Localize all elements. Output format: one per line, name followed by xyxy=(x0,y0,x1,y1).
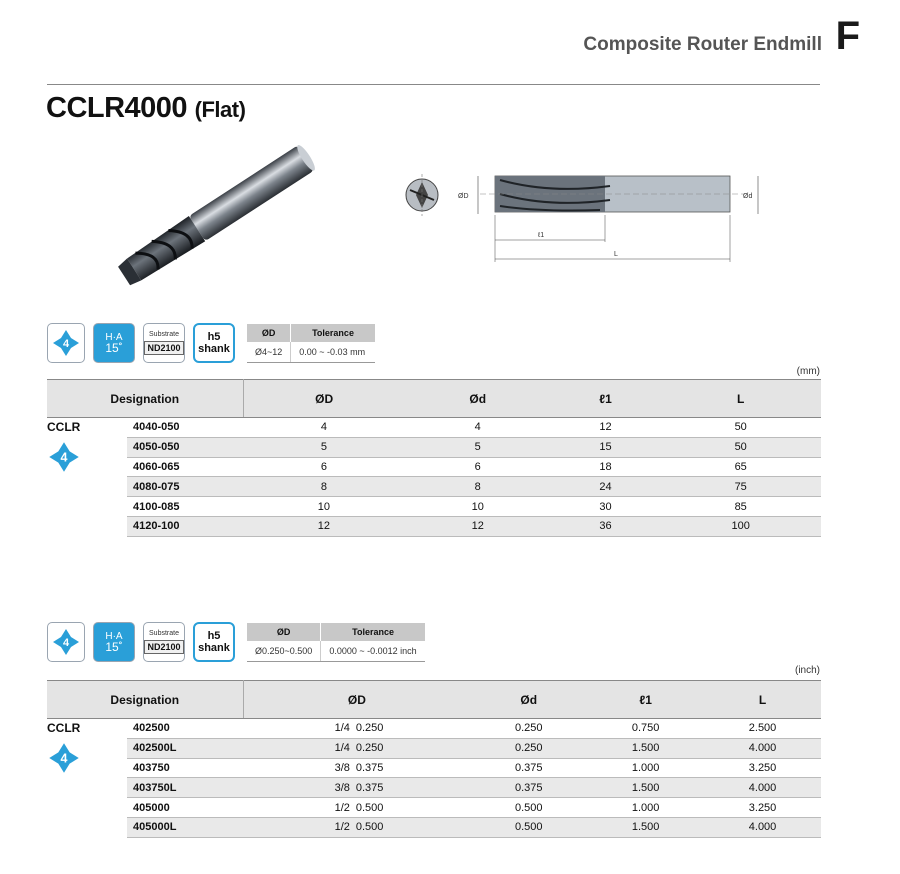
table-row: 405000 1/2 0.500 0.500 1.000 3.250 xyxy=(47,798,821,818)
col-l1: ℓ1 xyxy=(551,380,661,418)
table-row: 405000L 1/2 0.500 0.500 1.500 4.000 xyxy=(47,817,821,837)
product-title xyxy=(46,92,245,125)
product-name: CCLR4000 xyxy=(46,92,188,124)
col-d: Ød xyxy=(470,681,587,719)
header-divider xyxy=(47,84,820,85)
metric-spec-row xyxy=(47,323,375,363)
four-flute-icon xyxy=(47,741,81,775)
helix-angle-icon: H·A 15˚ xyxy=(93,622,135,662)
substrate-icon: Substrate ND2100 xyxy=(143,622,185,662)
tool-photo xyxy=(98,140,338,290)
table-row: CCLR 4 4040-050 4 4 12 50 xyxy=(47,418,821,438)
table-row: 403750 3/8 0.375 0.375 1.000 3.250 xyxy=(47,758,821,778)
svg-text:4: 4 xyxy=(62,637,70,649)
drawing-label-d: Ød xyxy=(743,193,753,200)
table-row: 4100-085 10 10 30 85 xyxy=(47,497,821,517)
col-d: Ød xyxy=(405,380,551,418)
col-D: ØD xyxy=(243,380,405,418)
shank-h5-icon: h5 shank xyxy=(193,622,235,662)
drawing-label-L: L xyxy=(614,251,618,258)
four-flute-icon xyxy=(47,622,85,662)
table-row: 402500L 1/4 0.250 0.250 1.500 4.000 xyxy=(47,738,821,758)
drawing-label-D: ØD xyxy=(458,193,469,200)
col-D: ØD xyxy=(243,681,470,719)
shank-h5-icon: h5 shank xyxy=(193,323,235,363)
table-row: 4120-100 12 12 36 100 xyxy=(47,516,821,536)
svg-text:4: 4 xyxy=(62,338,70,350)
four-flute-icon xyxy=(47,323,85,363)
col-l1: ℓ1 xyxy=(587,681,704,719)
col-L: L xyxy=(704,681,821,719)
svg-text:4: 4 xyxy=(60,450,68,465)
series-label: CCLR xyxy=(47,420,81,434)
drawing-label-l1: ℓ1 xyxy=(538,232,545,239)
helix-angle-icon: H·A 15˚ xyxy=(93,323,135,363)
svg-text:4: 4 xyxy=(60,751,68,766)
series-label: CCLR xyxy=(47,721,81,735)
table-row: 4060-065 6 6 18 65 xyxy=(47,457,821,477)
category-title: Composite Router Endmill xyxy=(583,34,822,55)
four-flute-icon xyxy=(47,440,81,474)
inch-unit: (inch) xyxy=(794,665,820,676)
metric-table xyxy=(47,379,821,537)
col-L: L xyxy=(660,380,821,418)
metric-unit: (mm) xyxy=(796,366,820,377)
metric-tolerance-table: ØD Tolerance Ø4~12 0.00 ~ -0.03 mm xyxy=(247,324,375,363)
substrate-icon: Substrate ND2100 xyxy=(143,323,185,363)
col-designation: Designation xyxy=(47,681,243,719)
inch-tolerance-table: ØD Tolerance Ø0.250~0.500 0.0000 ~ -0.0012 inch xyxy=(247,623,425,662)
table-row: CCLR 4 402500 1/4 0.250 0.250 0.750 2.500 xyxy=(47,719,821,739)
table-row: 4080-075 8 8 24 75 xyxy=(47,477,821,497)
col-designation: Designation xyxy=(47,380,243,418)
table-row: 403750L 3/8 0.375 0.375 1.500 4.000 xyxy=(47,778,821,798)
tool-drawing xyxy=(400,160,780,270)
section-letter: F xyxy=(835,14,860,58)
table-row: 4050-050 5 5 15 50 xyxy=(47,437,821,457)
inch-spec-row xyxy=(47,622,425,662)
product-variant: (Flat) xyxy=(194,97,246,122)
inch-table xyxy=(47,680,821,838)
